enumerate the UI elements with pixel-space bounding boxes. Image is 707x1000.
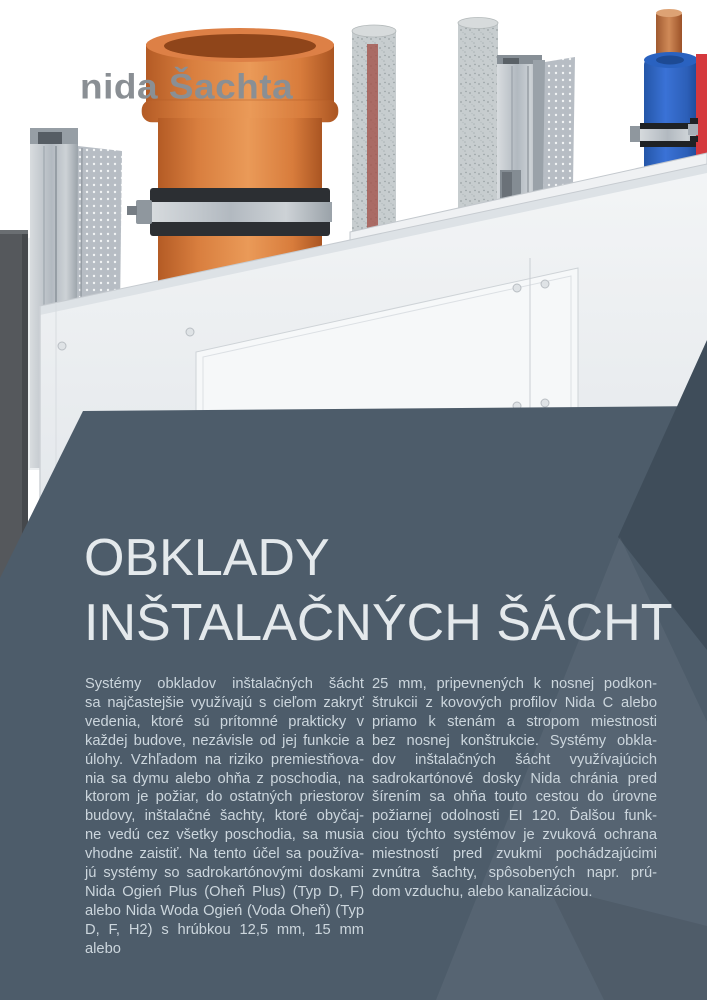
body-text-line: ktorom je požiar, do ostatných priestorov [85,789,364,806]
body-text-line: sa najčastejšie využívajú s cieľom zakryť [85,694,364,711]
title-line-2: INŠTALAČNÝCH ŠÁCHT [84,594,673,652]
body-text-line: každej budove, nezávisle od jej funkcie a [85,732,364,749]
body-text-line: 25 mm, pripevnených k nosnej podkon- [372,676,657,692]
pipe-mouth [164,34,316,58]
body-text-line: požiarnej odolnosti EI 120. Ďalšou funk- [372,808,657,825]
body-text-line: šírením sa ohňa touto cestou do úrovne [372,789,657,806]
page-title [84,526,684,656]
body-text-line: štrukcii z kovových profilov Nida C alebo [372,694,657,711]
body-text-line: dom vzduchu, alebo kanalizáciou. [372,883,593,900]
body-text-line: miestností pred zvukmi pochádzajúcimi [372,846,657,863]
body-text-line: dov inštalačných šácht využívajúcich [372,751,657,768]
body-text-line: Nida Ogień Plus (Oheň Plus) (Typ D, F) [85,883,364,900]
body-text-line: vhodne zaistiť. Na tento účel sa používa- [85,846,364,863]
title-line-1: OBKLADY [84,529,330,587]
body-text-line: vedenia, ktoré sú prítomné prakticky v [85,713,364,730]
body-text-line: bez nosnej konštrukcie. Systémy obkla- [372,732,657,749]
body-text-line: Systémy obkladov inštalačných šácht [85,676,364,692]
body-text-line: alebo Nida Woda Ogień (Voda Oheň) (Typ [85,902,364,919]
body-column-left [85,675,364,959]
body-text-line: priamo k stenám a stropom miestnosti [372,713,657,730]
nida-sachta-logo: nida Šachta [80,66,294,107]
body-text-line: zvnútra šachty, spôsobených napr. prú- [372,865,657,882]
body-text-line: úlohy. Vzhľadom na riziko premiestňova- [85,751,364,768]
body-column-right [372,675,657,902]
body-text-line: ne vedú cez všetky poschodia, sa musia [85,827,364,844]
body-text-line: D, F, H2) s hrúbkou 12,5 mm, 15 mm alebo [85,921,364,957]
body-text-line: jú systémy so sadrokartónovými doskami [85,865,364,882]
body-text-line: ciou týchto systémov je zvuková ochrana [372,827,657,844]
body-text-line: budovy, inštalačné šachty, ktoré obyčaj- [85,808,364,825]
pipe-clamp [127,188,332,236]
body-text-line: nia sa dymu alebo ohňa z poschodia, na [85,770,364,787]
body-text-line: sadrokartónové dosky Nida chránia pred [372,770,657,787]
